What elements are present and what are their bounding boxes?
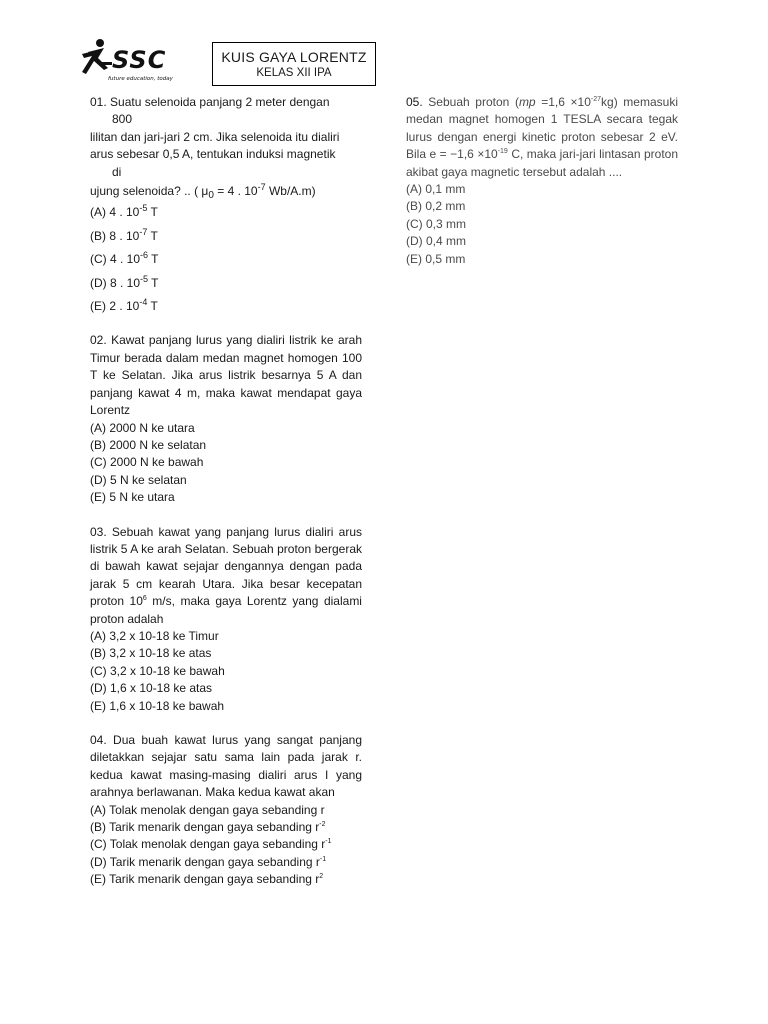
question-5-option-d[interactable]: (D) 0,4 mm bbox=[406, 234, 466, 249]
question-5-text-4: C, maka jari-jari lintasan proton akibat gaya magnetic tersebut adalah .... bbox=[406, 147, 679, 179]
question-5-mass-symbol: mp bbox=[518, 95, 536, 109]
question-1-line-3: lilitan dan jari-jari 2 cm. Jika selenoida itu dialiri bbox=[90, 129, 340, 144]
question-1-line-5 bbox=[90, 164, 362, 181]
left-column bbox=[90, 94, 362, 906]
option-e-exp: -4 bbox=[139, 297, 148, 308]
question-5-option-a[interactable]: (A) 0,1 mm bbox=[406, 182, 466, 197]
question-1-line-5-text: di bbox=[112, 164, 122, 179]
option-b-exp: -7 bbox=[139, 226, 148, 237]
option-b-base: (B) 8 . 10 bbox=[90, 228, 140, 243]
question-1-formula-prefix: ujung selenoida? .. ( μ bbox=[90, 184, 209, 199]
question-1-option-a[interactable] bbox=[90, 204, 362, 221]
question-2-option-b[interactable]: (B) 2000 N ke selatan bbox=[90, 437, 207, 452]
q4-option-a-base: (A) Tolak menolak dengan gaya sebanding r bbox=[90, 802, 325, 817]
question-4-option-d[interactable] bbox=[90, 854, 362, 871]
question-5-exp-1: -27 bbox=[590, 96, 602, 103]
question-1-formula-unit: Wb/A.m) bbox=[265, 184, 316, 199]
page-title: KUIS GAYA LORENTZ bbox=[221, 49, 367, 65]
runner-logo-icon bbox=[78, 34, 202, 90]
question-1-option-b[interactable] bbox=[90, 228, 362, 245]
question-3-option-d[interactable]: (D) 1,6 x 10-18 ke atas bbox=[90, 681, 213, 696]
option-d-unit: T bbox=[148, 275, 159, 290]
question-3-option-c[interactable]: (C) 3,2 x 10-18 ke bawah bbox=[90, 663, 225, 678]
question-5-option-e[interactable]: (E) 0,5 mm bbox=[406, 251, 466, 266]
option-b-unit: T bbox=[147, 228, 158, 243]
question-5-option-c[interactable]: (C) 0,3 mm bbox=[406, 216, 466, 231]
option-e-base: (E) 2 . 10 bbox=[90, 299, 140, 314]
question-5-text-1: Sebuah proton ( bbox=[422, 95, 519, 109]
option-c-exp: -6 bbox=[140, 250, 149, 261]
question-1-line-6 bbox=[90, 183, 362, 200]
class-label: KELAS XII IPA bbox=[256, 67, 332, 79]
question-5-text bbox=[406, 94, 678, 181]
option-a-unit: T bbox=[147, 205, 158, 220]
question-1-formula-mid: = 4 . 10 bbox=[213, 184, 258, 199]
question-2-option-d[interactable]: (D) 5 N ke selatan bbox=[90, 472, 187, 487]
question-1-option-e[interactable] bbox=[90, 298, 362, 315]
q4-option-d-base: (D) Tarik menarik dengan gaya sebanding r bbox=[90, 854, 320, 869]
question-2-option-c[interactable]: (C) 2000 N ke bawah bbox=[90, 455, 204, 470]
q4-option-c-base: (C) Tolak menolak dengan gaya sebanding r bbox=[90, 837, 326, 852]
question-2 bbox=[90, 332, 362, 506]
q4-option-e-exp: 2 bbox=[319, 873, 324, 881]
option-d-exp: -5 bbox=[140, 273, 149, 284]
question-3-text-before: 03. Sebuah kawat yang panjang lurus dialiri arus listrik 5 A ke arah Selatan. Sebuah proton bergerak di bawah kawat sejajar dengannya dengan pada jarak 5 cm kearah Utara. Jika besar kecepatan proton 10 bbox=[90, 524, 362, 609]
question-3-option-e[interactable]: (E) 1,6 x 10-18 ke bawah bbox=[90, 698, 225, 713]
question-4-option-e[interactable] bbox=[90, 871, 362, 888]
right-column bbox=[406, 94, 678, 285]
question-1 bbox=[90, 94, 362, 315]
logo-brand-text: SSC bbox=[112, 46, 167, 74]
question-1-line-2-text: 800 bbox=[112, 112, 133, 127]
question-2-text: 02. Kawat panjang lurus yang dialiri listrik ke arah Timur berada dalam medan magnet homogen 100 T ke Selatan. Jika arus listrik besarnya 5 A dan panjang kawat 4 m, maka kawat mendapat gaya Lorentz bbox=[90, 333, 362, 418]
q4-option-b-base: (B) Tarik menarik dengan gaya sebanding r bbox=[90, 820, 320, 835]
question-1-line-2 bbox=[90, 111, 362, 128]
question-4-option-c[interactable] bbox=[90, 836, 362, 853]
quiz-title-box bbox=[212, 42, 376, 86]
question-3-text bbox=[90, 524, 362, 628]
question-5-exp-2: -19 bbox=[497, 148, 508, 156]
question-4-option-b[interactable] bbox=[90, 819, 362, 836]
question-3-text-after: m/s, maka gaya Lorentz yang dialami proton adalah bbox=[90, 594, 362, 626]
question-4 bbox=[90, 732, 362, 889]
question-3-exponent: 6 bbox=[142, 595, 147, 603]
q4-option-e-base: (E) Tarik menarik dengan gaya sebanding r bbox=[90, 872, 320, 887]
question-5-option-b[interactable]: (B) 0,2 mm bbox=[406, 199, 466, 214]
option-e-unit: T bbox=[147, 299, 158, 314]
question-4-text: 04. Dua buah kawat lurus yang sangat panjang diletakkan sejajar satu sama lain pada jarak r. kedua kawat masing-masing dialiri arus I yang arahnya berlawanan. Maka kedua kawat akan bbox=[90, 733, 362, 800]
formula-exponent: -7 bbox=[257, 182, 266, 193]
question-1-option-c[interactable] bbox=[90, 251, 362, 268]
question-1-line-4: arus sebesar 0,5 A, tentukan induksi magnetik bbox=[90, 147, 336, 162]
question-2-option-a[interactable]: (A) 2000 N ke utara bbox=[90, 420, 195, 435]
option-d-base: (D) 8 . 10 bbox=[90, 275, 141, 290]
option-a-exp: -5 bbox=[139, 203, 148, 214]
question-1-option-d[interactable] bbox=[90, 275, 362, 292]
logo-tagline: future education, today bbox=[108, 76, 173, 82]
question-5-text-3: kg) memasuki medan magnet homogen 1 TESLA secara tegak lurus dengan energi kinetic proton sebesar 2 eV. Bila e = −1,6 ×10 bbox=[406, 95, 678, 162]
question-3 bbox=[90, 524, 362, 715]
option-a-base: (A) 4 . 10 bbox=[90, 205, 140, 220]
option-c-unit: T bbox=[148, 252, 159, 267]
q4-option-c-exp: -1 bbox=[325, 838, 332, 846]
question-3-option-a[interactable]: (A) 3,2 x 10-18 ke Timur bbox=[90, 628, 219, 643]
option-c-base: (C) 4 . 10 bbox=[90, 252, 141, 267]
q4-option-d-exp: -1 bbox=[319, 855, 327, 863]
question-3-option-b[interactable]: (B) 3,2 x 10-18 ke atas bbox=[90, 646, 212, 661]
mu-subscript: 0 bbox=[208, 190, 214, 202]
question-5-text-2: =1,6 ×10 bbox=[535, 95, 591, 109]
question-2-option-e[interactable]: (E) 5 N ke utara bbox=[90, 490, 175, 505]
question-5 bbox=[406, 94, 678, 268]
question-1-line-1: 01. Suatu selenoida panjang 2 meter dengan bbox=[90, 95, 330, 109]
ssc-logo bbox=[78, 34, 202, 90]
q4-option-b-exp: -2 bbox=[319, 821, 326, 829]
question-4-option-a[interactable] bbox=[90, 802, 362, 819]
question-5-number: 05. bbox=[406, 95, 423, 109]
